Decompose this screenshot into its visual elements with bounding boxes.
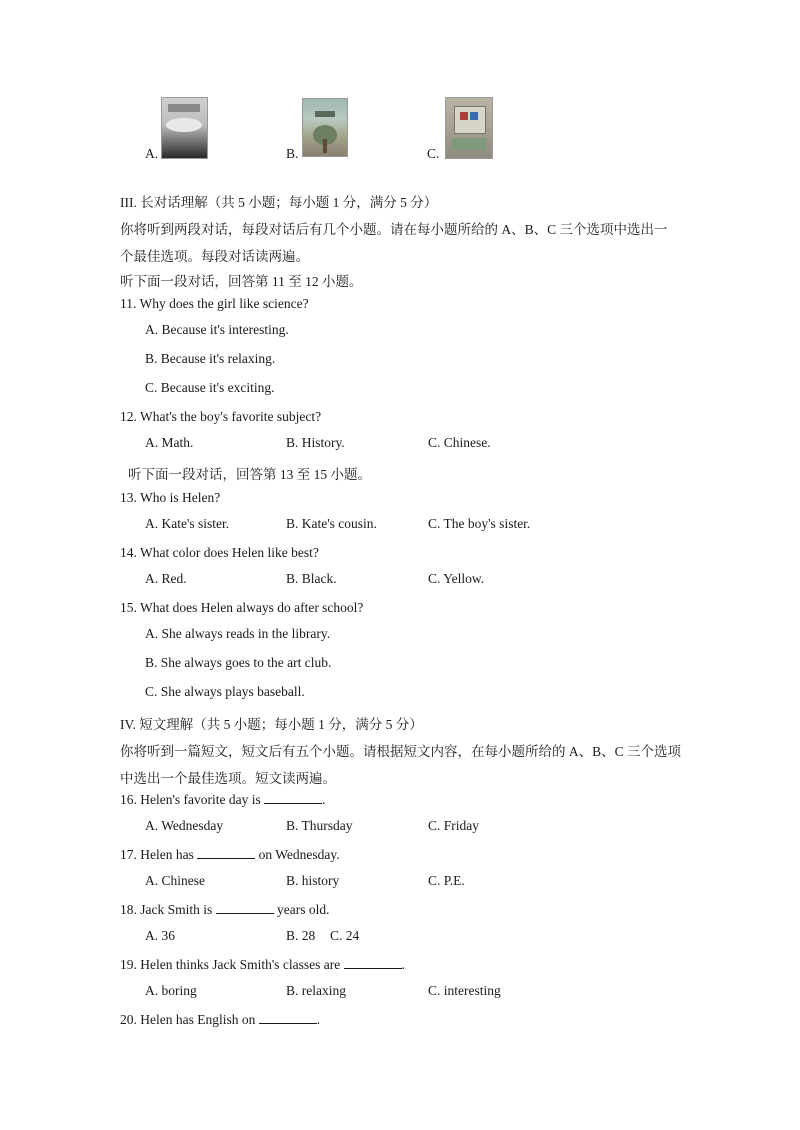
- section-3-instructions-2: 个最佳选项。每段对话读两遍。: [120, 249, 309, 264]
- q15-option-b[interactable]: B. She always goes to the art club.: [145, 655, 332, 670]
- q14-option-c[interactable]: C. Yellow.: [428, 571, 485, 586]
- q11-option-c[interactable]: C. Because it's exciting.: [145, 380, 275, 395]
- q18-option-c[interactable]: C. 24: [330, 928, 360, 943]
- book-cover-landscape-icon: [161, 97, 208, 159]
- dialog-2-intro: 听下面一段对话，回答第 13 至 15 小题。: [128, 467, 371, 482]
- q15-option-c[interactable]: C. She always plays baseball.: [145, 684, 305, 699]
- question-14: 14. What color does Helen like best?: [120, 545, 319, 560]
- q17-text: 17. Helen has: [120, 847, 194, 862]
- q20-blank[interactable]: [259, 1012, 317, 1024]
- q19-blank[interactable]: [344, 957, 402, 969]
- q20-text-end: .: [316, 1012, 321, 1027]
- q11-option-a[interactable]: A. Because it's interesting.: [145, 322, 289, 337]
- q13-option-a[interactable]: A. Kate's sister.: [145, 516, 230, 531]
- q17-option-b[interactable]: B. history: [286, 873, 340, 888]
- question-18: [120, 902, 330, 918]
- section-4-instructions-1: 你将听到一篇短文，短文后有五个小题。请根据短文内容，在每小题所给的 A、B、C 三个选项: [120, 744, 682, 759]
- question-15: 15. What does Helen always do after school?: [120, 600, 364, 615]
- q14-option-b[interactable]: B. Black.: [286, 571, 337, 586]
- book-cover-tree-icon: [302, 98, 348, 157]
- question-11: 11. Why does the girl like science?: [120, 296, 309, 311]
- section-3-heading: III. 长对话理解（共 5 小题；每小题 1 分，满分 5 分）: [120, 195, 438, 210]
- q18-blank[interactable]: [216, 902, 274, 914]
- picture-label-b[interactable]: B.: [286, 146, 299, 161]
- q16-option-a[interactable]: A. Wednesday: [145, 818, 224, 833]
- q16-text: 16. Helen's favorite day is: [120, 792, 261, 807]
- picture-label-a[interactable]: A.: [145, 146, 159, 161]
- q12-option-a[interactable]: A. Math.: [145, 435, 194, 450]
- q16-option-b[interactable]: B. Thursday: [286, 818, 353, 833]
- q19-text: 19. Helen thinks Jack Smith's classes are: [120, 957, 341, 972]
- q14-option-a[interactable]: A. Red.: [145, 571, 187, 586]
- q19-option-c[interactable]: C. interesting: [428, 983, 501, 998]
- q18-text-end: years old.: [277, 902, 330, 917]
- question-17: [120, 847, 340, 863]
- question-19: [120, 957, 405, 973]
- q18-option-a[interactable]: A. 36: [145, 928, 175, 943]
- section-4-heading: IV. 短文理解（共 5 小题；每小题 1 分，满分 5 分）: [120, 717, 423, 732]
- q16-option-c[interactable]: C. Friday: [428, 818, 480, 833]
- question-13: 13. Who is Helen?: [120, 490, 221, 505]
- question-16: [120, 792, 326, 808]
- q17-option-a[interactable]: A. Chinese: [145, 873, 205, 888]
- q17-option-c[interactable]: C. P.E.: [428, 873, 465, 888]
- q11-option-b[interactable]: B. Because it's relaxing.: [145, 351, 276, 366]
- q12-option-b[interactable]: B. History.: [286, 435, 345, 450]
- q17-text-end: on Wednesday.: [258, 847, 340, 862]
- section-3-instructions-1: 你将听到两段对话，每段对话后有几个小题。请在每小题所给的 A、B、C 三个选项中选出一: [120, 222, 668, 237]
- q18-option-b[interactable]: B. 28: [286, 928, 316, 943]
- q16-text-end: .: [322, 792, 326, 807]
- q12-option-c[interactable]: C. Chinese.: [428, 435, 491, 450]
- dialog-1-intro: 听下面一段对话，回答第 11 至 12 小题。: [120, 274, 363, 289]
- picture-label-c[interactable]: C.: [427, 146, 440, 161]
- q18-text: 18. Jack Smith is: [120, 902, 213, 917]
- q19-text-end: .: [401, 957, 406, 972]
- q19-option-b[interactable]: B. relaxing: [286, 983, 346, 998]
- q13-option-b[interactable]: B. Kate's cousin.: [286, 516, 377, 531]
- question-20: [120, 1012, 320, 1028]
- book-cover-red-icon: [445, 97, 493, 159]
- question-12: 12. What's the boy's favorite subject?: [120, 409, 322, 424]
- q16-blank[interactable]: [264, 792, 322, 804]
- section-4-instructions-2: 中选出一个最佳选项。短文读两遍。: [120, 771, 336, 786]
- q15-option-a[interactable]: A. She always reads in the library.: [145, 626, 331, 641]
- q19-option-a[interactable]: A. boring: [145, 983, 197, 998]
- q20-text: 20. Helen has English on: [120, 1012, 256, 1027]
- q13-option-c[interactable]: C. The boy's sister.: [428, 516, 531, 531]
- q17-blank[interactable]: [197, 847, 255, 859]
